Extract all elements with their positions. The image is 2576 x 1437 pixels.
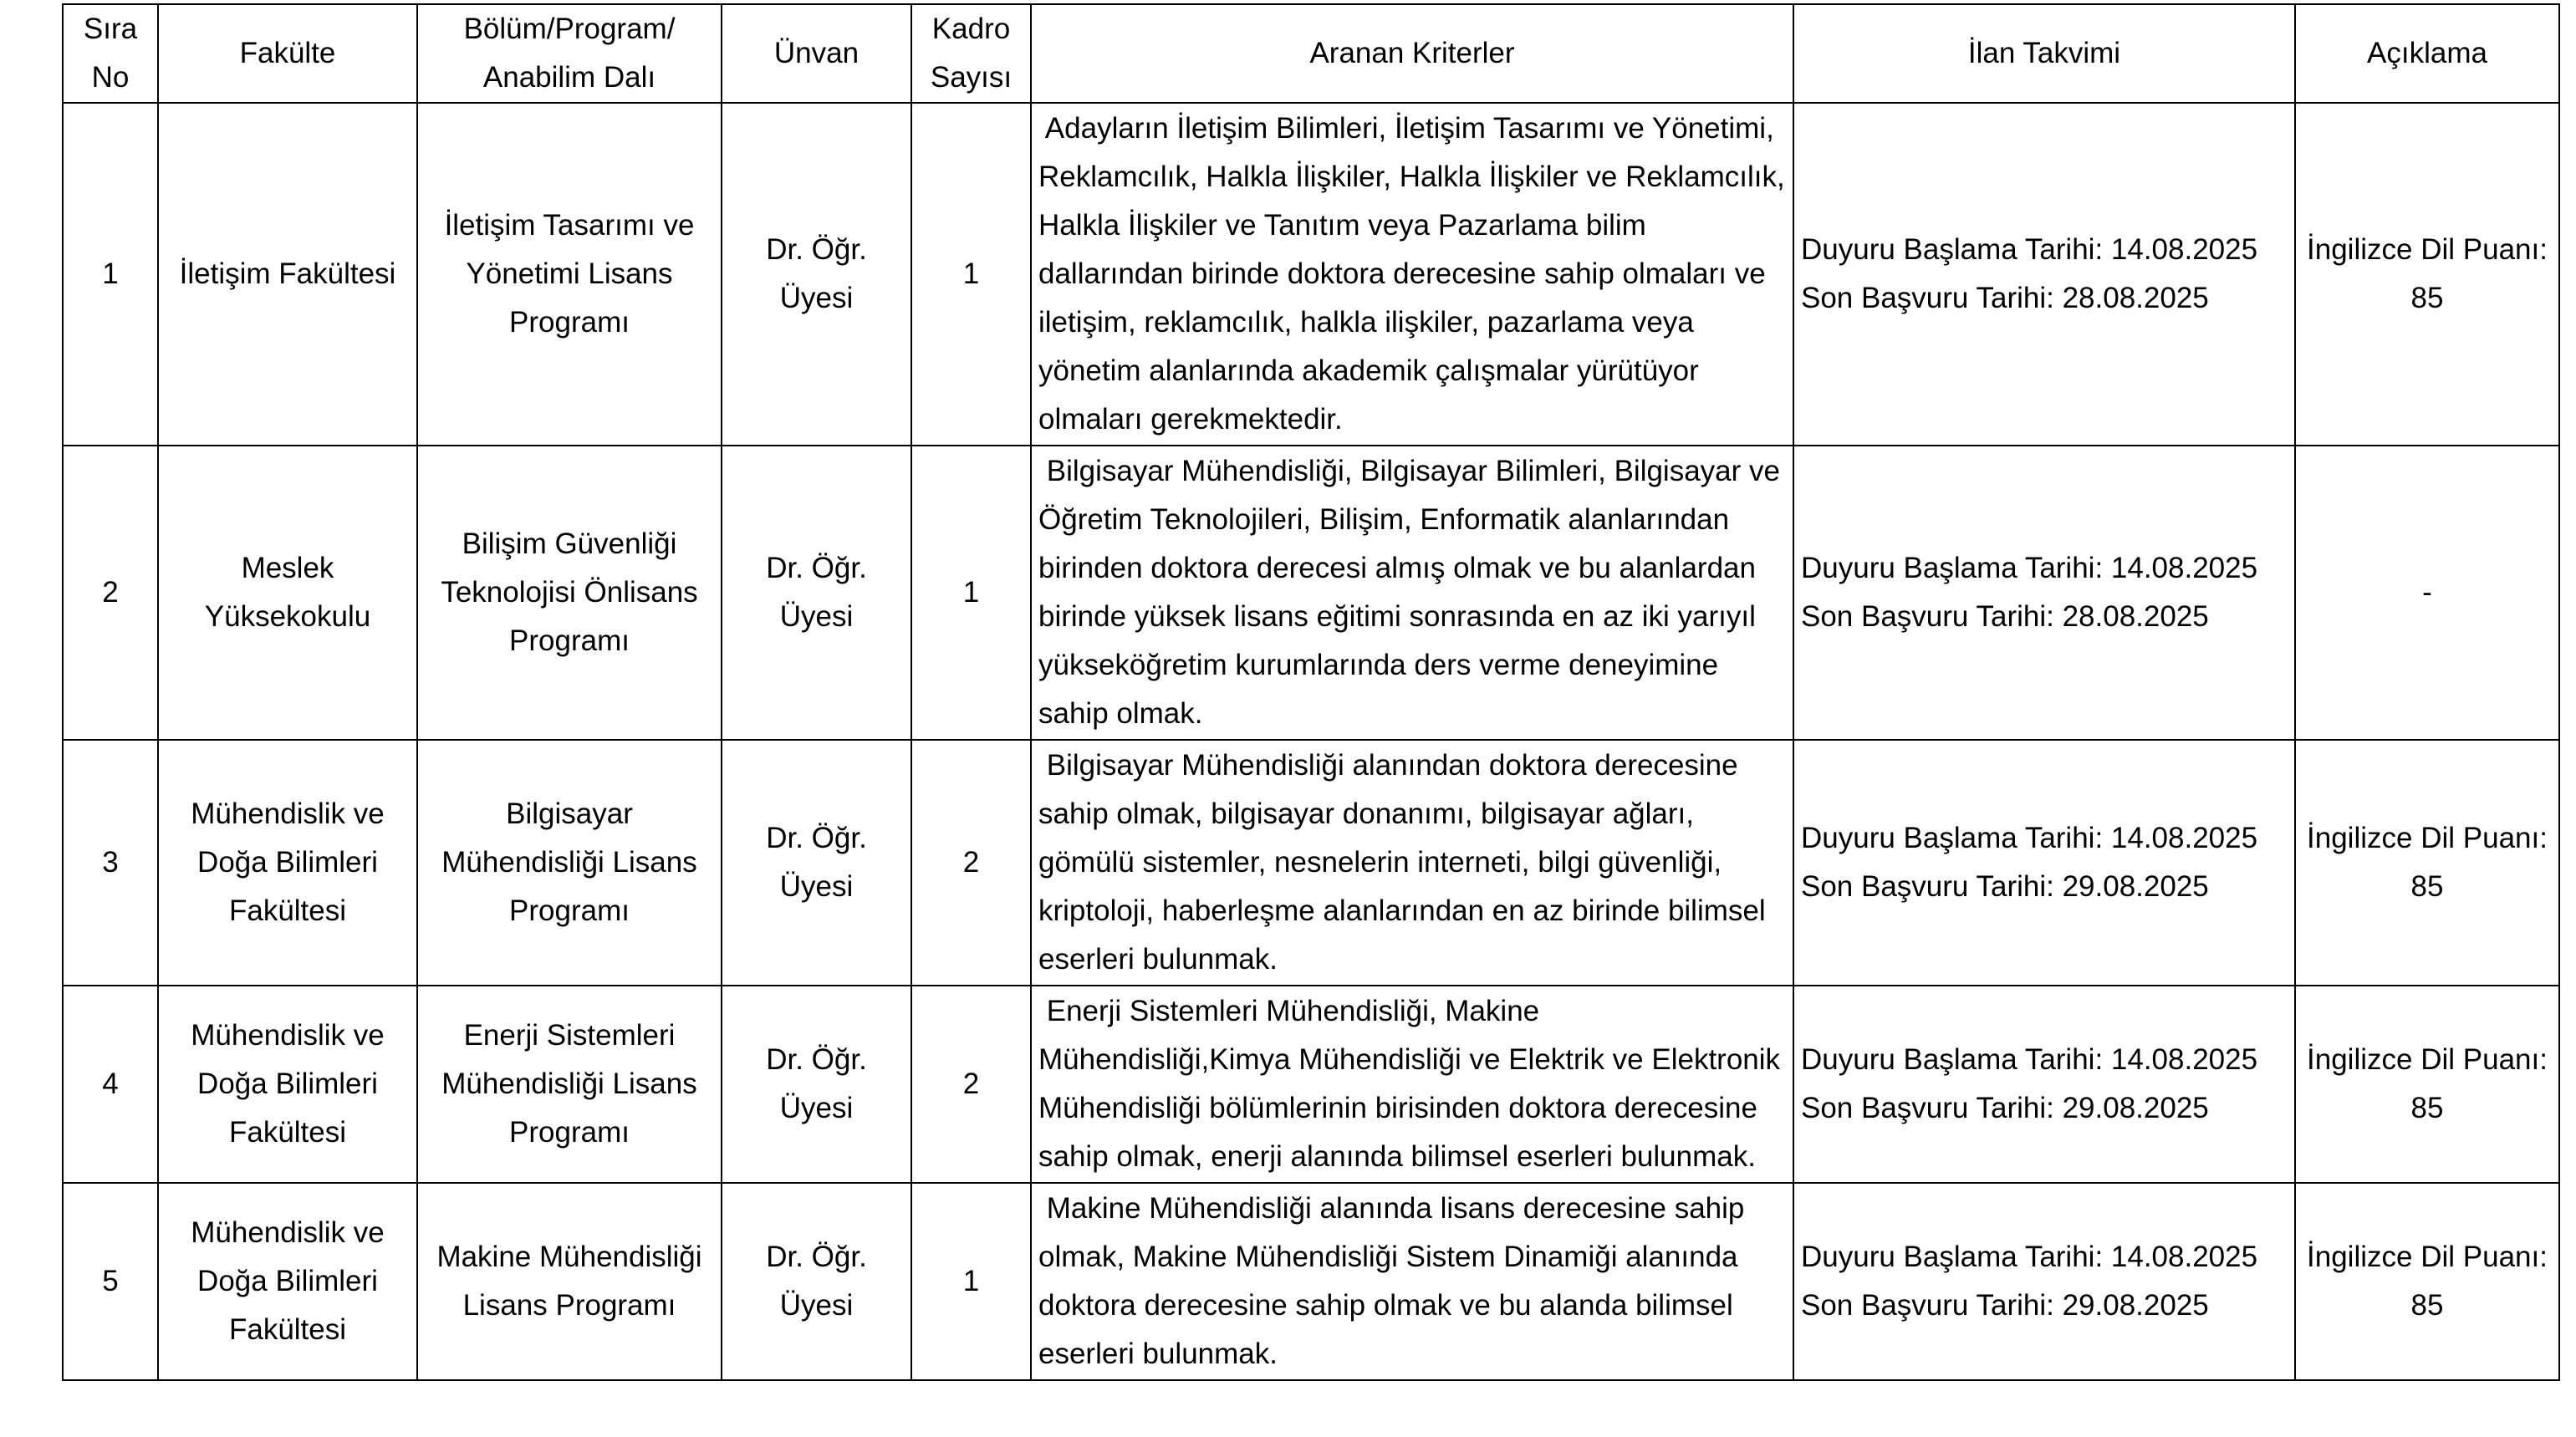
row-takvim: Duyuru Başlama Tarihi: 14.08.2025 Son Başvuru Tarihi: 28.08.2025 (1793, 103, 2295, 446)
table-row (63, 103, 2559, 446)
row-unvan: Dr. Öğr. Üyesi (722, 446, 911, 740)
row-aciklama: İngilizce Dil Puanı: 85 (2295, 103, 2559, 446)
row-fakulte: Mühendislik ve Doğa Bilimleri Fakültesi (158, 986, 417, 1183)
row-kriter: Bilgisayar Mühendisliği, Bilgisayar Bilimleri, Bilgisayar ve Öğretim Teknolojileri, Bilişim, Enformatik alanlarından birinden doktora derecesi almış olmak ve bu alanlardan birinde yüksek lisans eğitimi sonrasında en az iki yarıyıl yükseköğretim kurumlarında ders verme deneyimine sahip olmak. (1031, 446, 1793, 740)
row-bolum: Bilgisayar Mühendisliği Lisans Programı (417, 740, 722, 986)
row-kadro: 1 (911, 1183, 1031, 1380)
row-fakulte: İletişim Fakültesi (158, 103, 417, 446)
row-takvim: Duyuru Başlama Tarihi: 14.08.2025 Son Başvuru Tarihi: 29.08.2025 (1793, 740, 2295, 986)
header-unvan: Ünvan (722, 4, 911, 103)
row-kadro: 2 (911, 986, 1031, 1183)
row-fakulte: Meslek Yüksekokulu (158, 446, 417, 740)
row-kriter: Bilgisayar Mühendisliği alanından doktora derecesine sahip olmak, bilgisayar donanımı, bilgisayar ağları, gömülü sistemler, nesnelerin interneti, bilgi güvenliği, kriptoloji, haberleşme alanlarından en az birinde bilimsel eserleri bulunmak. (1031, 740, 1793, 986)
row-no: 1 (63, 103, 158, 446)
row-kriter: Adayların İletişim Bilimleri, İletişim Tasarımı ve Yönetimi, Reklamcılık, Halkla İlişkiler, Halkla İlişkiler ve Reklamcılık, Halkla İlişkiler ve Tanıtım veya Pazarlama bilim dallarından birinde doktora derecesine sahip olmaları ve iletişim, reklamcılık, halkla ilişkiler, pazarlama veya yönetim alanlarında akademik çalışmalar yürütüyor olmaları gerekmektedir. (1031, 103, 1793, 446)
row-aciklama: İngilizce Dil Puanı: 85 (2295, 740, 2559, 986)
row-takvim: Duyuru Başlama Tarihi: 14.08.2025 Son Başvuru Tarihi: 28.08.2025 (1793, 446, 2295, 740)
header-fakulte: Fakülte (158, 4, 417, 103)
row-no: 5 (63, 1183, 158, 1380)
row-bolum: Makine Mühendisliği Lisans Programı (417, 1183, 722, 1380)
row-aciklama: İngilizce Dil Puanı: 85 (2295, 986, 2559, 1183)
row-fakulte: Mühendislik ve Doğa Bilimleri Fakültesi (158, 740, 417, 986)
row-kadro: 1 (911, 446, 1031, 740)
row-no: 4 (63, 986, 158, 1183)
header-ilan-takvimi: İlan Takvimi (1793, 4, 2295, 103)
header-aciklama: Açıklama (2295, 4, 2559, 103)
row-takvim: Duyuru Başlama Tarihi: 14.08.2025 Son Başvuru Tarihi: 29.08.2025 (1793, 1183, 2295, 1380)
row-no: 2 (63, 446, 158, 740)
header-bolum: Bölüm/Program/ Anabilim Dalı (417, 4, 722, 103)
row-unvan: Dr. Öğr. Üyesi (722, 740, 911, 986)
row-bolum: Enerji Sistemleri Mühendisliği Lisans Programı (417, 986, 722, 1183)
row-takvim: Duyuru Başlama Tarihi: 14.08.2025 Son Başvuru Tarihi: 29.08.2025 (1793, 986, 2295, 1183)
table-row (63, 1183, 2559, 1380)
row-aciklama: - (2295, 446, 2559, 740)
row-kriter: Makine Mühendisliği alanında lisans derecesine sahip olmak, Makine Mühendisliği Sistem Dinamiği alanında doktora derecesine sahip olmak ve bu alanda bilimsel eserleri bulunmak. (1031, 1183, 1793, 1380)
row-kadro: 2 (911, 740, 1031, 986)
header-kadro-sayisi: Kadro Sayısı (911, 4, 1031, 103)
row-unvan: Dr. Öğr. Üyesi (722, 1183, 911, 1380)
row-fakulte: Mühendislik ve Doğa Bilimleri Fakültesi (158, 1183, 417, 1380)
job-postings-table (62, 3, 2560, 1381)
row-unvan: Dr. Öğr. Üyesi (722, 103, 911, 446)
row-bolum: İletişim Tasarımı ve Yönetimi Lisans Programı (417, 103, 722, 446)
row-unvan: Dr. Öğr. Üyesi (722, 986, 911, 1183)
row-kriter: Enerji Sistemleri Mühendisliği, Makine Mühendisliği,Kimya Mühendisliği ve Elektrik ve Elektronik Mühendisliği bölümlerinin birisinden doktora derecesine sahip olmak, enerji alanında bilimsel eserleri bulunmak. (1031, 986, 1793, 1183)
table-row (63, 986, 2559, 1183)
row-aciklama: İngilizce Dil Puanı: 85 (2295, 1183, 2559, 1380)
row-no: 3 (63, 740, 158, 986)
table-row (63, 446, 2559, 740)
table-row (63, 740, 2559, 986)
header-sira-no: Sıra No (63, 4, 158, 103)
row-kadro: 1 (911, 103, 1031, 446)
header-row (63, 4, 2559, 103)
header-aranan-kriterler: Aranan Kriterler (1031, 4, 1793, 103)
row-bolum: Bilişim Güvenliği Teknolojisi Önlisans Programı (417, 446, 722, 740)
